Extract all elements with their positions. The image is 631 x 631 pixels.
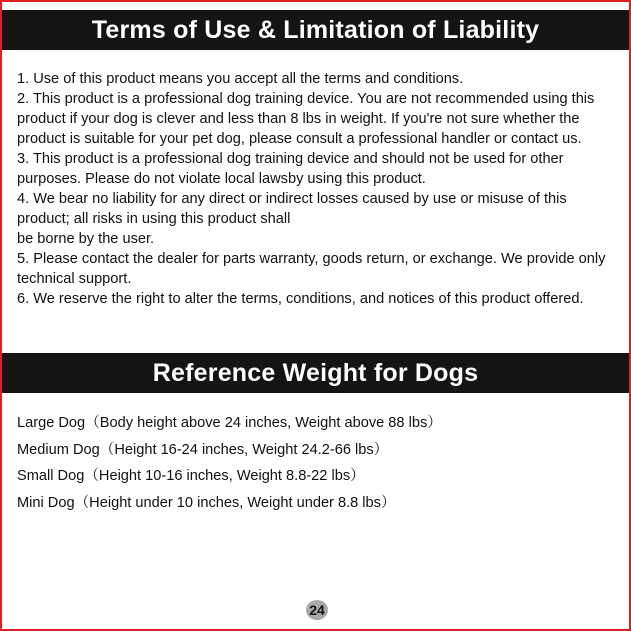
terms-item-5: 5. Please contact the dealer for parts warranty, goods return, or exchange. We provide only technical support. <box>17 251 606 287</box>
weight-item-large: Large Dog（Body height above 24 inches, Weight above 88 lbs） <box>17 415 442 431</box>
terms-item-1: 1. Use of this product means you accept all the terms and conditions. <box>17 71 464 87</box>
page-number-badge: 24 <box>306 600 328 620</box>
terms-item-6: 6. We reserve the right to alter the terms, conditions, and notices of this product offered. <box>17 291 584 307</box>
terms-list <box>17 69 623 309</box>
terms-item-4: 4. We bear no liability for any direct or indirect losses caused by use or misuse of this product; all risks in using this product shall <box>17 191 567 227</box>
weight-heading: Reference Weight for Dogs <box>2 353 629 393</box>
terms-item-3: 3. This product is a professional dog training device and should not be used for other purposes. Please do not violate local lawsby using this product. <box>17 151 564 187</box>
weight-item-small: Small Dog（Height 10-16 inches, Weight 8.8-22 lbs） <box>17 468 365 484</box>
weight-list <box>17 410 623 516</box>
terms-heading: Terms of Use & Limitation of Liability <box>2 10 629 50</box>
weight-item-medium: Medium Dog（Height 16-24 inches, Weight 24.2-66 lbs） <box>17 441 389 458</box>
weight-item-mini: Mini Dog（Height under 10 inches, Weight under 8.8 lbs） <box>17 494 396 511</box>
terms-item-4-continued: be borne by the user. <box>17 231 155 247</box>
terms-item-2: 2. This product is a professional dog training device. You are not recommended using this product if your dog is clever and less than 8 lbs in weight. If you're not sure whether the product is suitable for your pet dog, please consult a professional handler or contact us. <box>17 91 595 147</box>
